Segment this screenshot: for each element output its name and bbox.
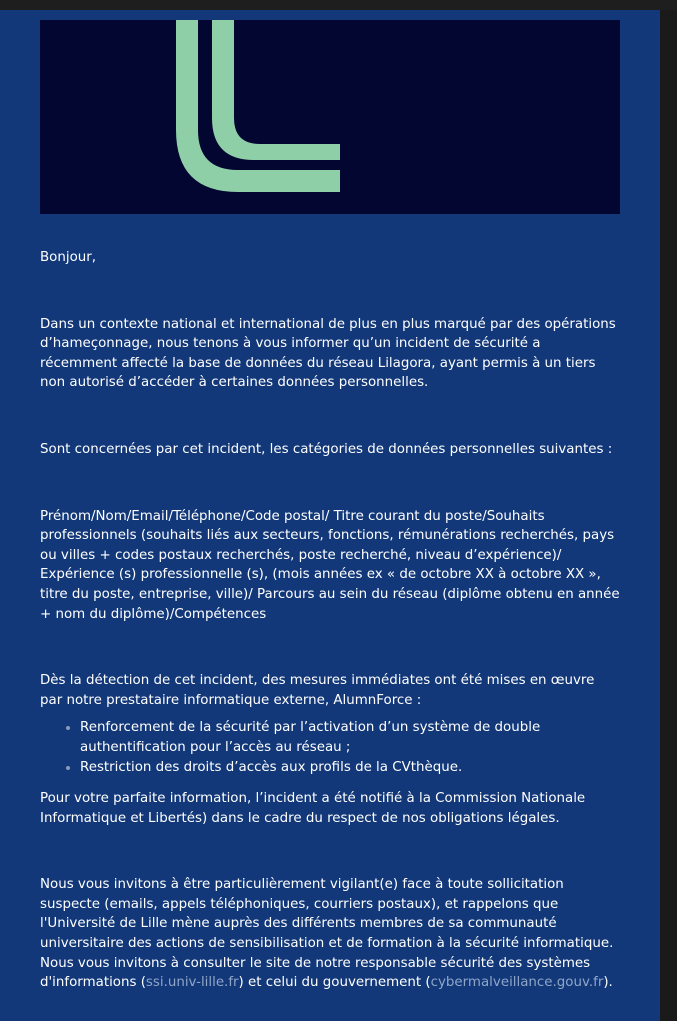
- header-banner: [40, 20, 620, 214]
- measures-list: [40, 718, 620, 777]
- vigilance-paragraph: [40, 875, 620, 993]
- cnil-notification-paragraph: Pour votre parfaite information, l’incident a été notifié à la Commission Nationale Informatique et Libertés) dans le cadre du respect de nos obligations légales.: [40, 791, 586, 826]
- vigilance-text-end: ).: [603, 975, 613, 991]
- email-body: [0, 10, 660, 1021]
- right-scroll-area: [660, 10, 677, 1021]
- lilagora-logo-icon: [40, 20, 620, 214]
- email-content: [40, 248, 620, 993]
- incident-paragraph: Dans un contexte national et international de plus en plus marqué par des opérations d’hameçonnage, nous tenons à vous informer qu’un incident de sécurité a récemment affecté la base de données du réseau Lilagora, ayant permis à un tiers non autorisé d’accéder à certaines données personnelles.: [40, 316, 616, 391]
- ssi-link[interactable]: ssi.univ-lille.fr: [145, 975, 239, 991]
- greeting-text: Bonjour,: [40, 250, 97, 265]
- categories-intro: Sont concernées par cet incident, les catégories de données personnelles suivantes :: [40, 441, 613, 457]
- window-top-bar: [0, 0, 677, 10]
- list-item: • Renforcement de la sécurité par l’activation d’un système de double authentification pour l’accès au réseau ;: [80, 718, 620, 757]
- data-categories-paragraph: Prénom/Nom/Email/Téléphone/Code postal/ Titre courant du poste/Souhaits professionnels (souhaits liés aux secteurs, fonctions, rémunérations recherchés, pays ou villes + codes postaux recherchés, poste recherché, niveau d’expérience)/ Expérience (s) professionnelle (s), (mois années ex « de octobre XX à octobre XX », titre du poste, entreprise, ville)/ Parcours au sein du réseau (diplôme obtenu en année + nom du diplôme)/Compétences: [40, 508, 620, 622]
- cybermalveillance-link[interactable]: cybermalveillance.gouv.fr: [430, 975, 604, 991]
- measures-intro: Dès la détection de cet incident, des mesures immédiates ont été mises en œuvre par notre prestataire informatique externe, AlumnForce :: [40, 673, 595, 708]
- vigilance-text-mid: ) et celui du gouvernement (: [238, 975, 431, 991]
- vigilance-text-start: Nous vous invitons à être particulièrement vigilant(e) face à toute sollicitation suspecte (emails, appels téléphoniques, courriers postaux), et rappelons que l'Université de Lille mène auprès des différents membres de sa communauté universitaire des actions de sensibilisation et de formation à la sécurité informatique. Nous vous invitons à consulter le site de notre responsable sécurité des systèmes d'informations (: [40, 877, 614, 991]
- list-item: • Restriction des droits d’accès aux profils de la CVthèque.: [80, 758, 620, 778]
